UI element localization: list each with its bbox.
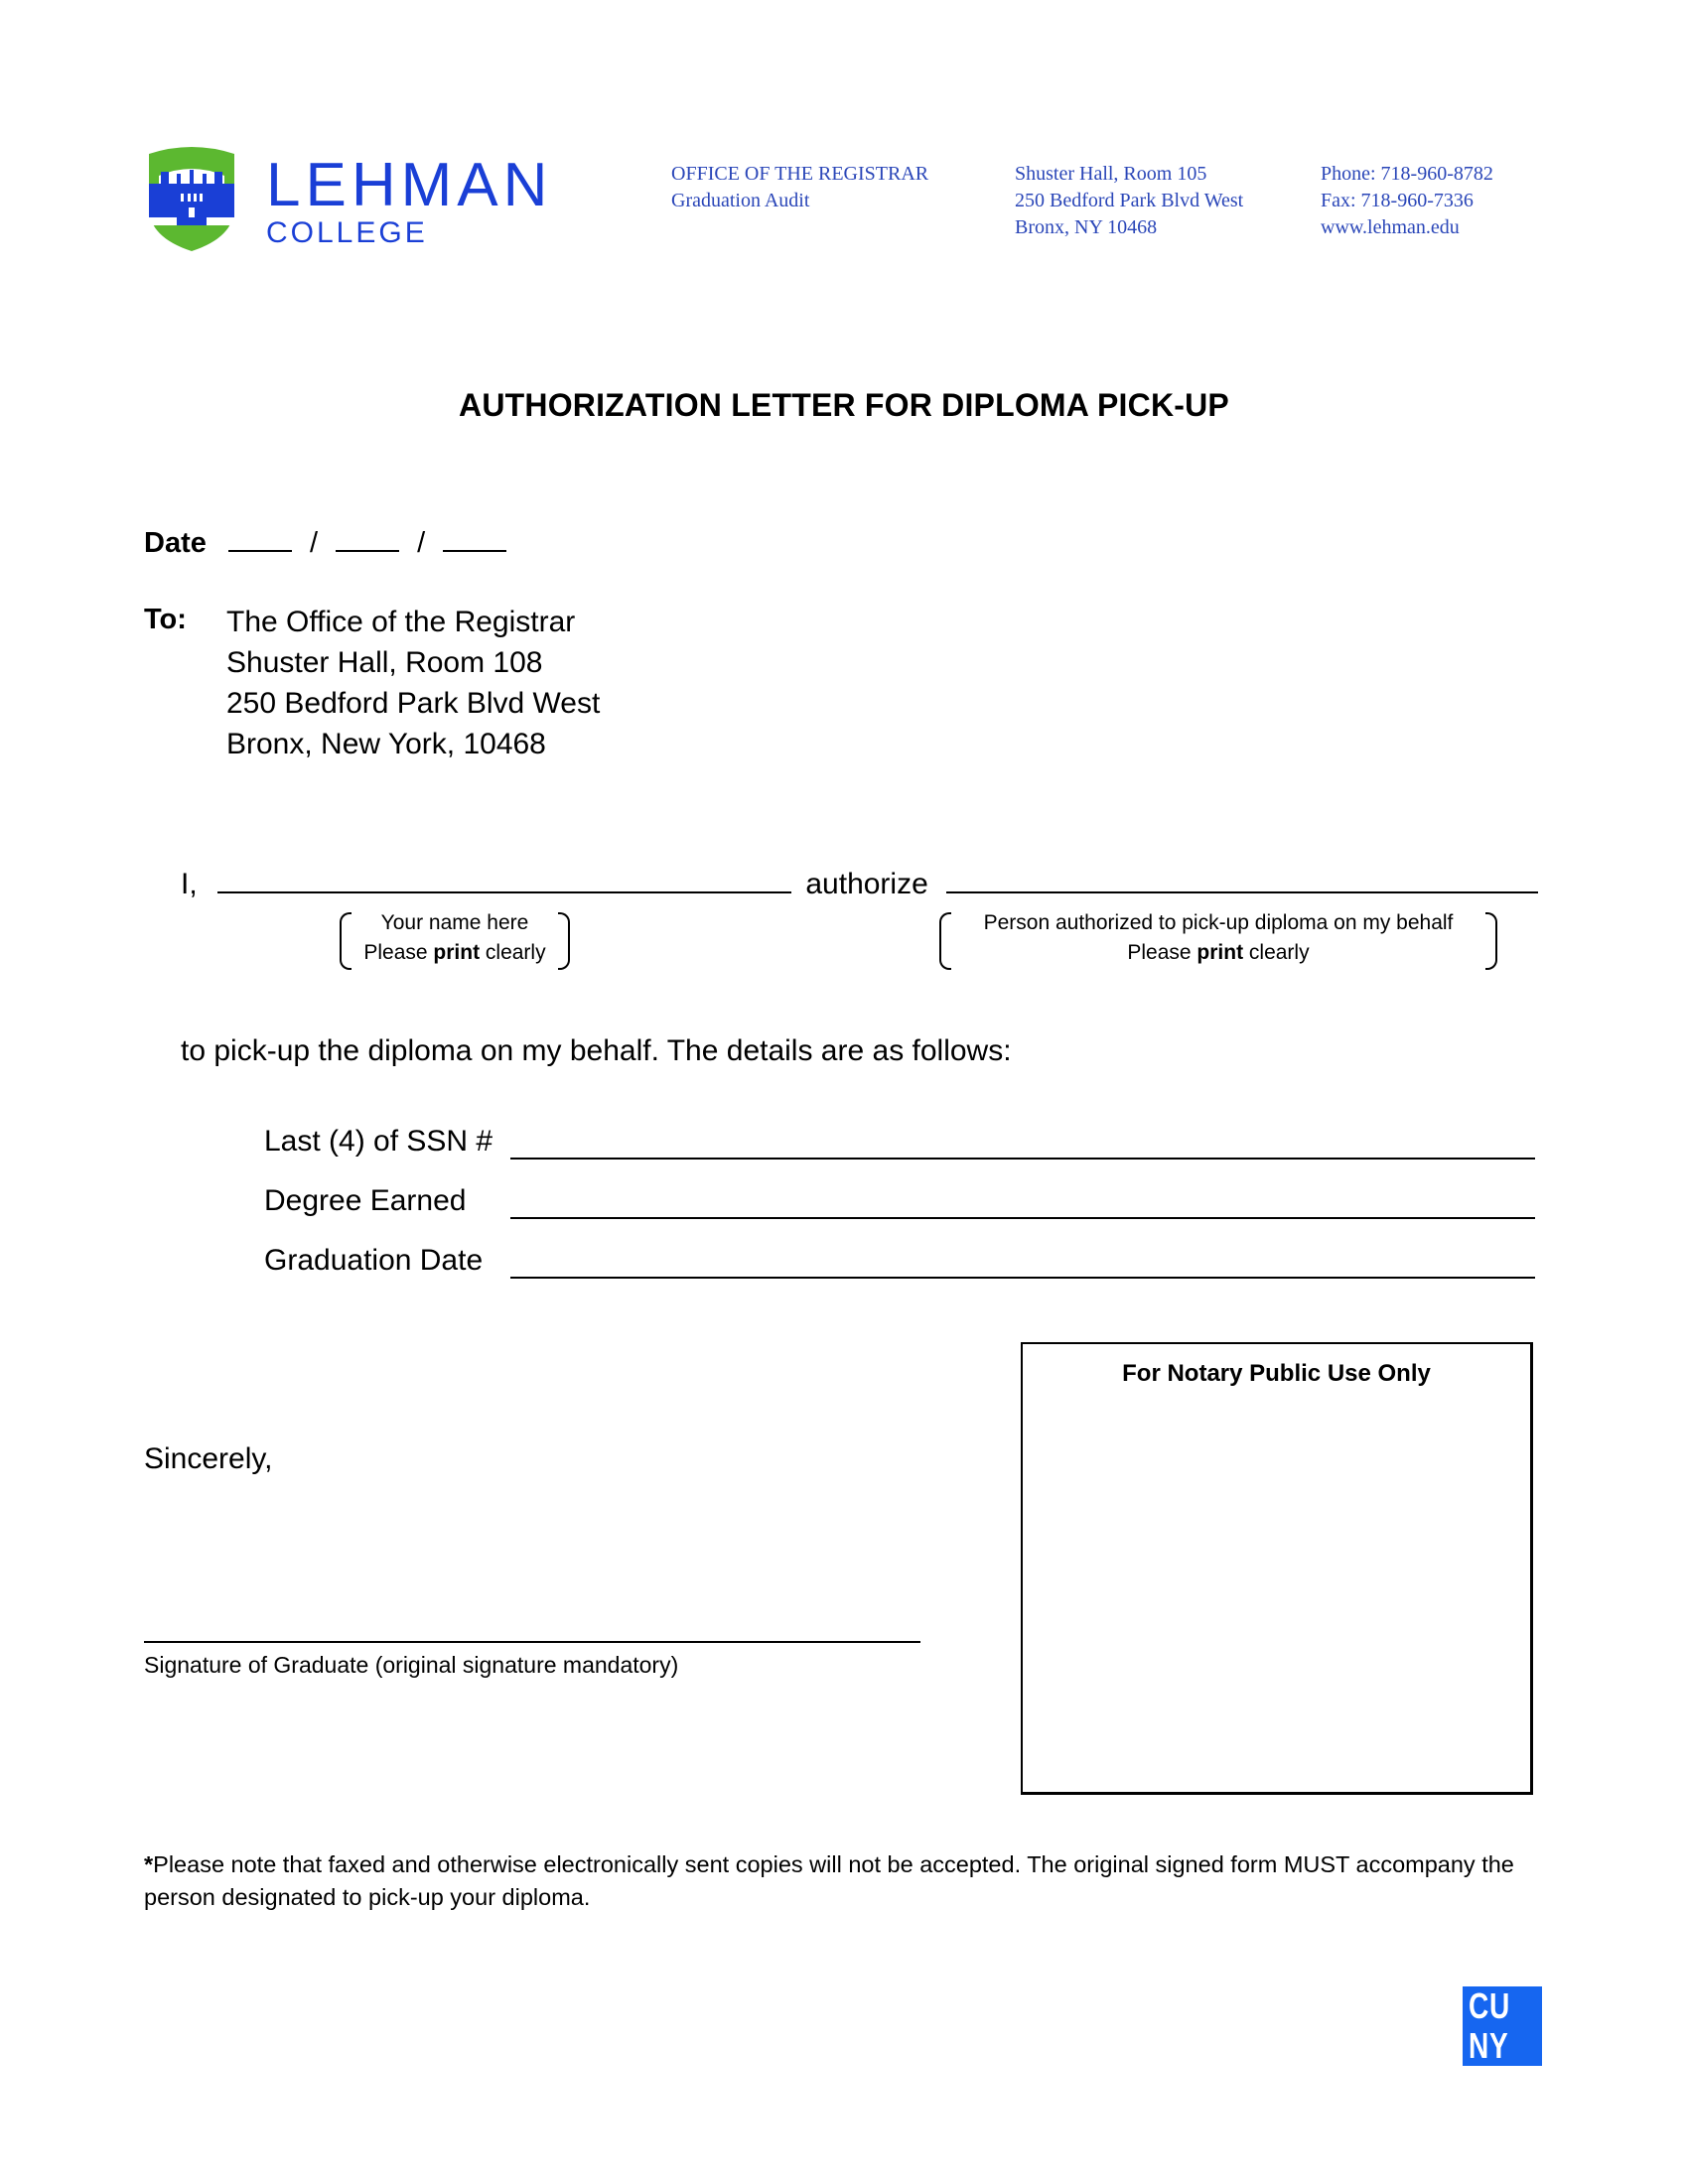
page-title: AUTHORIZATION LETTER FOR DIPLOMA PICK-UP — [459, 387, 1229, 423]
graduate-name-field[interactable] — [217, 864, 791, 893]
address-line: Bronx, NY 10468 — [1015, 216, 1158, 238]
fax-number: Fax: 718-960-7336 — [1321, 190, 1474, 211]
details-intro: to pick-up the diploma on my behalf. The details are as follows: — [181, 1034, 1012, 1067]
lehman-shield-icon — [147, 146, 236, 251]
closing-salutation: Sincerely, — [144, 1442, 273, 1475]
phone-number: Phone: 718-960-8782 — [1321, 163, 1493, 185]
authorized-person-field[interactable] — [946, 864, 1538, 893]
graduation-date-label: Graduation Date — [264, 1244, 484, 1277]
date-label: Date — [144, 527, 207, 559]
ssn-field[interactable] — [510, 1158, 1535, 1160]
recipient-address — [226, 602, 600, 764]
brand-subtitle: COLLEGE — [266, 216, 428, 249]
recipient-line: The Office of the Registrar — [226, 606, 576, 638]
left-bracket — [340, 912, 352, 970]
right-bracket — [1485, 912, 1497, 970]
address-line: Shuster Hall, Room 105 — [1015, 163, 1207, 185]
address-line: 250 Bedford Park Blvd West — [1015, 190, 1244, 211]
date-day-field[interactable] — [336, 524, 399, 552]
office-contact — [1321, 161, 1493, 241]
date-separator: / — [309, 527, 319, 559]
footnote-asterisk: * — [144, 1851, 154, 1877]
footnote-text: Please note that faxed and otherwise electronically sent copies will not be accepted. The original signed form MUST accompany the person designated to pick-up your diploma. — [144, 1851, 1514, 1910]
degree-field[interactable] — [510, 1217, 1535, 1219]
to-label: To: — [144, 604, 187, 635]
hint-line: Your name here — [380, 911, 529, 934]
date-month-field[interactable] — [228, 524, 292, 552]
left-bracket — [939, 912, 951, 970]
authorization-row — [181, 864, 1538, 901]
authorization-verb: authorize — [805, 868, 928, 900]
degree-label: Degree Earned — [264, 1184, 467, 1217]
authorized-person-hint — [939, 908, 1497, 968]
office-department: Graduation Audit — [671, 190, 810, 211]
recipient-line: 250 Bedford Park Blvd West — [226, 687, 601, 720]
office-name: OFFICE OF THE REGISTRAR — [671, 163, 929, 185]
office-address — [1015, 161, 1243, 241]
date-separator: / — [417, 527, 426, 559]
brand-name: LEHMAN — [266, 151, 553, 219]
date-row — [144, 524, 506, 560]
hint-line: Person authorized to pick-up diploma on my behalf — [983, 911, 1454, 934]
signature-label: Signature of Graduate (original signature mandatory) — [144, 1652, 679, 1678]
ssn-label: Last (4) of SSN # — [264, 1125, 493, 1158]
recipient-line: Bronx, New York, 10468 — [226, 728, 546, 760]
cuny-logo-icon: CU NY — [1463, 1986, 1542, 2066]
signature-field[interactable] — [144, 1641, 920, 1643]
hint-line: Please print clearly — [1127, 941, 1310, 964]
office-info — [671, 161, 928, 214]
recipient-line: Shuster Hall, Room 108 — [226, 646, 543, 679]
graduation-date-field[interactable] — [510, 1277, 1535, 1279]
notary-box — [1021, 1342, 1533, 1795]
date-year-field[interactable] — [443, 524, 506, 552]
hint-line: Please print clearly — [363, 941, 546, 964]
right-bracket — [558, 912, 570, 970]
notary-title: For Notary Public Use Only — [1122, 1360, 1431, 1387]
authorization-prefix: I, — [181, 868, 198, 900]
website-link[interactable]: www.lehman.edu — [1321, 216, 1460, 238]
footnote — [144, 1848, 1554, 1914]
graduate-name-hint — [340, 908, 570, 968]
